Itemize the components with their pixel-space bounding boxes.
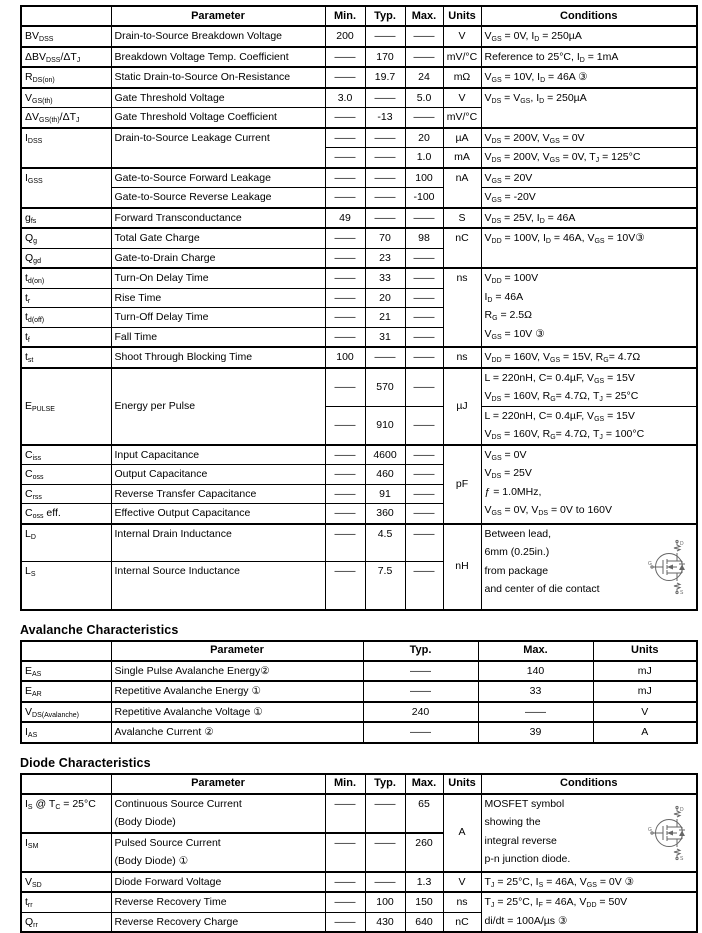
conditions-text: MOSFET symbol showing the integral reverse p-n junction diode. [485,795,695,869]
table-cell: —— [365,88,405,108]
table-cell: —— [405,308,443,328]
table-cell: —— [365,26,405,47]
column-header: Units [443,774,481,794]
symbol-cell: $t_f$ [21,327,111,347]
table-cell: ns [443,347,481,368]
table-cell: V [593,702,697,723]
column-header: Max. [478,641,593,661]
symbol-cell: $t_r$ [21,288,111,308]
table-cell: 33 [478,681,593,702]
symbol-cell: $C_{oss}$ eff. [21,504,111,524]
table-cell: $V_{DD} = 100V$ $I_D = 46A$ $R_G = 2.5\Omega$ $V_{GS} = 10V$ ③ [481,268,697,347]
table-cell: $V_{GS} = 10V$, $I_D = 46A$ ③ [481,67,697,88]
column-header: Parameter [111,641,363,661]
table-cell: mΩ [443,67,481,88]
diode-section-title: Diode Characteristics [20,756,696,770]
table-cell: $V_{DS} = 25V$, $I_D = 46A$ [481,208,697,229]
table-cell: Breakdown Voltage Temp. Coefficient [111,47,325,68]
table-cell: —— [365,833,405,872]
table-cell: —— [363,722,478,743]
table-cell: $V_{GS} = -20V$ [481,188,697,208]
diode-characteristics-table [20,773,698,933]
table-cell: Shoot Through Blocking Time [111,347,325,368]
symbol-cell: $C_{iss}$ [21,445,111,465]
table-cell: Gate-to-Drain Charge [111,248,325,268]
table-cell: —— [325,148,365,168]
table-cell: 460 [365,465,405,485]
table-cell: —— [325,562,365,610]
table-cell: pF [443,445,481,524]
table-cell: 170 [365,47,405,68]
symbol-cell: $t_{st}$ [21,347,111,368]
table-cell: Fall Time [111,327,325,347]
table-cell: —— [405,347,443,368]
table-cell: —— [405,406,443,445]
symbol-cell: $I_{GSS}$ [21,168,111,208]
symbol-cell: $V_{SD}$ [21,872,111,893]
symbol-cell: $I_{AS}$ [21,722,111,743]
table-cell: —— [325,188,365,208]
table-cell: —— [325,833,365,872]
symbol-cell: $\Delta V_{GS(th)}/\Delta T_J$ [21,108,111,128]
table-cell: Forward Transconductance [111,208,325,229]
table-cell: —— [325,248,365,268]
avalanche-characteristics-table [20,640,698,744]
symbol-cell: $I_{SM}$ [21,833,111,872]
symbol-cell: $L_D$ [21,524,111,562]
table-cell: Reverse Recovery Charge [111,912,325,932]
table-cell: 5.0 [405,88,443,108]
table-cell: $V_{DS} = 200V$, $V_{GS} = 0V$, $T_J = 125^\circ C$ [481,148,697,168]
table-cell: 31 [365,327,405,347]
table-cell: —— [405,445,443,465]
symbol-cell: $E_{AS}$ [21,661,111,682]
table-cell: V [443,88,481,108]
table-cell: µJ [443,368,481,445]
column-header: Conditions [481,774,697,794]
table-cell: V [443,26,481,47]
column-header: Parameter [111,6,325,26]
table-cell: mV/°C [443,47,481,68]
table-cell: Gate Threshold Voltage [111,88,325,108]
table-cell: Gate Threshold Voltage Coefficient [111,108,325,128]
table-cell [481,524,697,610]
table-cell: Reverse Transfer Capacitance [111,484,325,504]
table-cell: —— [325,268,365,288]
table-cell: —— [405,248,443,268]
table-cell: Input Capacitance [111,445,325,465]
symbol-cell: $I_S$ @ $T_C = 25^\circ C$ [21,794,111,833]
table-cell: —— [363,681,478,702]
table-cell: —— [365,794,405,833]
table-cell: Gate-to-Source Forward Leakage [111,168,325,188]
table-cell [481,794,697,872]
table-cell: —— [325,128,365,148]
table-cell: 20 [405,128,443,148]
table-cell: ns [443,892,481,912]
table-cell: —— [405,327,443,347]
table-cell: —— [405,268,443,288]
table-cell: —— [365,188,405,208]
column-header [21,774,111,794]
table-cell: S [443,208,481,229]
table-cell: —— [405,26,443,47]
table-cell: Gate-to-Source Reverse Leakage [111,188,325,208]
table-cell: —— [325,327,365,347]
symbol-cell: $C_{oss}$ [21,465,111,485]
table-cell: 3.0 [325,88,365,108]
table-cell: —— [405,368,443,407]
table-cell: 98 [405,228,443,248]
table-cell: —— [405,108,443,128]
symbol-cell: $\Delta BV_{DSS}/\Delta T_J$ [21,47,111,68]
table-cell: —— [405,504,443,524]
table-cell: —— [325,872,365,893]
table-cell: Turn-Off Delay Time [111,308,325,328]
table-cell: —— [365,128,405,148]
table-cell: 20 [365,288,405,308]
table-cell: Effective Output Capacitance [111,504,325,524]
table-cell: 430 [365,912,405,932]
table-cell: Diode Forward Voltage [111,872,325,893]
table-cell: Repetitive Avalanche Voltage ① [111,702,363,723]
table-cell: -100 [405,188,443,208]
table-cell: nC [443,228,481,268]
symbol-cell: $Q_g$ [21,228,111,248]
table-cell: 140 [478,661,593,682]
column-header: Parameter [111,774,325,794]
symbol-cell: $L_S$ [21,562,111,610]
table-cell: —— [325,892,365,912]
symbol-cell: $Q_{gd}$ [21,248,111,268]
table-cell: ns [443,268,481,347]
table-cell: —— [405,288,443,308]
table-cell: 70 [365,228,405,248]
table-cell: —— [365,347,405,368]
electrical-characteristics-table [20,5,698,611]
column-header [21,6,111,26]
column-header: Conditions [481,6,697,26]
table-cell: A [443,794,481,872]
symbol-cell: $E_{PULSE}$ [21,368,111,445]
table-cell: —— [325,504,365,524]
mosfet-symbol-icon [648,805,694,861]
table-cell: —— [365,872,405,893]
table-cell: —— [363,661,478,682]
table-cell: 1.3 [405,872,443,893]
table-cell: Repetitive Avalanche Energy ① [111,681,363,702]
column-header: Units [593,641,697,661]
column-header: Max. [405,774,443,794]
table-cell: mJ [593,661,697,682]
symbol-cell: $C_{rss}$ [21,484,111,504]
svg-text:D: D [680,541,684,547]
column-header: Min. [325,774,365,794]
table-cell: Internal Drain Inductance [111,524,325,562]
table-cell: $V_{DD} = 160V$, $V_{GS} = 15V$, $R_G= 4.7\Omega$ [481,347,697,368]
table-cell: 150 [405,892,443,912]
table-cell: L = 220nH, C= 0.4µF, $V_{GS} = 15V$ $V_{DS} = 160V$, $R_G= 4.7\Omega$, $T_J = 100^\circ C$ [481,406,697,445]
column-header: Typ. [363,641,478,661]
table-cell: 65 [405,794,443,833]
table-cell: Reverse Recovery Time [111,892,325,912]
table-cell: 100 [365,892,405,912]
table-cell: Internal Source Inductance [111,562,325,610]
table-cell: —— [325,445,365,465]
table-cell: —— [365,168,405,188]
table-cell: —— [405,47,443,68]
table-cell: 4.5 [365,524,405,562]
table-cell: nC [443,912,481,932]
table-cell: —— [325,465,365,485]
table-cell: A [593,722,697,743]
table-cell: $V_{DD} = 100V$, $I_D = 46A$, $V_{GS}$ = 10V③ [481,228,697,268]
symbol-cell: $t_{d(off)}$ [21,308,111,328]
table-cell: —— [325,168,365,188]
table-cell: Total Gate Charge [111,228,325,248]
table-cell: mA [443,148,481,168]
table-cell: $V_{GS} = 0V$ $V_{DS} = 25V$ ƒ = 1.0MHz, $V_{GS} = 0V$, $V_{DS} = 0V$ to 160V [481,445,697,524]
table-cell: µA [443,128,481,148]
column-header [21,641,111,661]
table-cell: Pulsed Source Current (Body Diode) ① [111,833,325,872]
mosfet-symbol-icon [648,539,694,595]
table-cell: —— [325,794,365,833]
table-cell: —— [325,47,365,68]
svg-text:S: S [680,856,684,861]
table-cell: nA [443,168,481,208]
table-cell: $T_J = 25^\circ C$, $I_F = 46A$, $V_{DD} = 50V$ di/dt = 100A/µs ③ [481,892,697,932]
svg-text:S: S [680,590,684,595]
table-cell: 570 [365,368,405,407]
table-cell: 360 [365,504,405,524]
column-header: Min. [325,6,365,26]
table-cell: 640 [405,912,443,932]
table-cell: —— [405,524,443,562]
table-cell: $V_{GS} = 0V$, $I_D = 250\mu A$ [481,26,697,47]
table-cell: -13 [365,108,405,128]
table-cell: —— [325,288,365,308]
table-cell: 24 [405,67,443,88]
table-cell: Static Drain-to-Source On-Resistance [111,67,325,88]
svg-text:D: D [680,807,684,813]
table-cell: 260 [405,833,443,872]
table-cell: —— [325,406,365,445]
table-cell: —— [405,208,443,229]
table-cell: 7.5 [365,562,405,610]
table-cell: V [443,872,481,893]
table-cell: 49 [325,208,365,229]
symbol-cell: $t_{rr}$ [21,892,111,912]
avalanche-section-title: Avalanche Characteristics [20,623,696,637]
symbol-cell: $g_{fs}$ [21,208,111,229]
table-cell: 1.0 [405,148,443,168]
table-cell: 4600 [365,445,405,465]
column-header: Typ. [365,774,405,794]
conditions-text: Between lead, 6mm (0.25in.) from package and center of die contact [485,525,695,599]
svg-text:G: G [648,561,652,567]
symbol-cell: $Q_{rr}$ [21,912,111,932]
table-cell: —— [325,67,365,88]
column-header: Max. [405,6,443,26]
table-cell: —— [405,484,443,504]
table-cell: Drain-to-Source Leakage Current [111,128,325,168]
table-cell: $T_J = 25^\circ C$, $I_S = 46A$, $V_{GS} = 0V$ ③ [481,872,697,893]
table-cell: Single Pulse Avalanche Energy② [111,661,363,682]
table-cell: —— [405,562,443,610]
symbol-cell: $V_{GS(th)}$ [21,88,111,108]
table-cell: —— [325,308,365,328]
table-cell: Drain-to-Source Breakdown Voltage [111,26,325,47]
table-cell: nH [443,524,481,610]
table-cell: —— [325,484,365,504]
table-cell: —— [405,465,443,485]
table-cell: —— [325,912,365,932]
table-cell: 39 [478,722,593,743]
table-cell: 23 [365,248,405,268]
table-cell: —— [325,108,365,128]
table-cell: 240 [363,702,478,723]
table-cell: 91 [365,484,405,504]
table-cell: 200 [325,26,365,47]
table-cell: mJ [593,681,697,702]
table-cell: —— [325,228,365,248]
table-cell: Turn-On Delay Time [111,268,325,288]
symbol-cell: $V_{DS(Avalanche)}$ [21,702,111,723]
table-cell: L = 220nH, C= 0.4µF, $V_{GS} = 15V$ $V_{DS} = 160V$, $R_G= 4.7\Omega$, $T_J = 25^\circ C$ [481,368,697,407]
table-cell: Avalanche Current ② [111,722,363,743]
table-cell: 21 [365,308,405,328]
table-cell: Reference to 25°C, $I_D = 1mA$ [481,47,697,68]
table-cell: —— [478,702,593,723]
table-cell: 910 [365,406,405,445]
table-cell: —— [365,208,405,229]
svg-text:G: G [648,827,652,833]
column-header: Typ. [365,6,405,26]
symbol-cell: $I_{DSS}$ [21,128,111,168]
table-cell: —— [325,524,365,562]
table-cell: Output Capacitance [111,465,325,485]
table-cell: $V_{DS} = V_{GS}$, $I_D = 250\mu A$ [481,88,697,128]
column-header: Units [443,6,481,26]
table-cell: Continuous Source Current (Body Diode) [111,794,325,833]
table-cell: 100 [325,347,365,368]
table-cell: $V_{DS} = 200V$, $V_{GS} = 0V$ [481,128,697,148]
table-cell: —— [365,148,405,168]
table-cell: 100 [405,168,443,188]
table-cell: Rise Time [111,288,325,308]
symbol-cell: $BV_{DSS}$ [21,26,111,47]
table-cell: Energy per Pulse [111,368,325,445]
symbol-cell: $E_{AR}$ [21,681,111,702]
table-cell: $V_{GS} = 20V$ [481,168,697,188]
symbol-cell: $t_{d(on)}$ [21,268,111,288]
symbol-cell: $R_{DS(on)}$ [21,67,111,88]
table-cell: 33 [365,268,405,288]
table-cell: 19.7 [365,67,405,88]
table-cell: mV/°C [443,108,481,128]
table-cell: —— [325,368,365,407]
